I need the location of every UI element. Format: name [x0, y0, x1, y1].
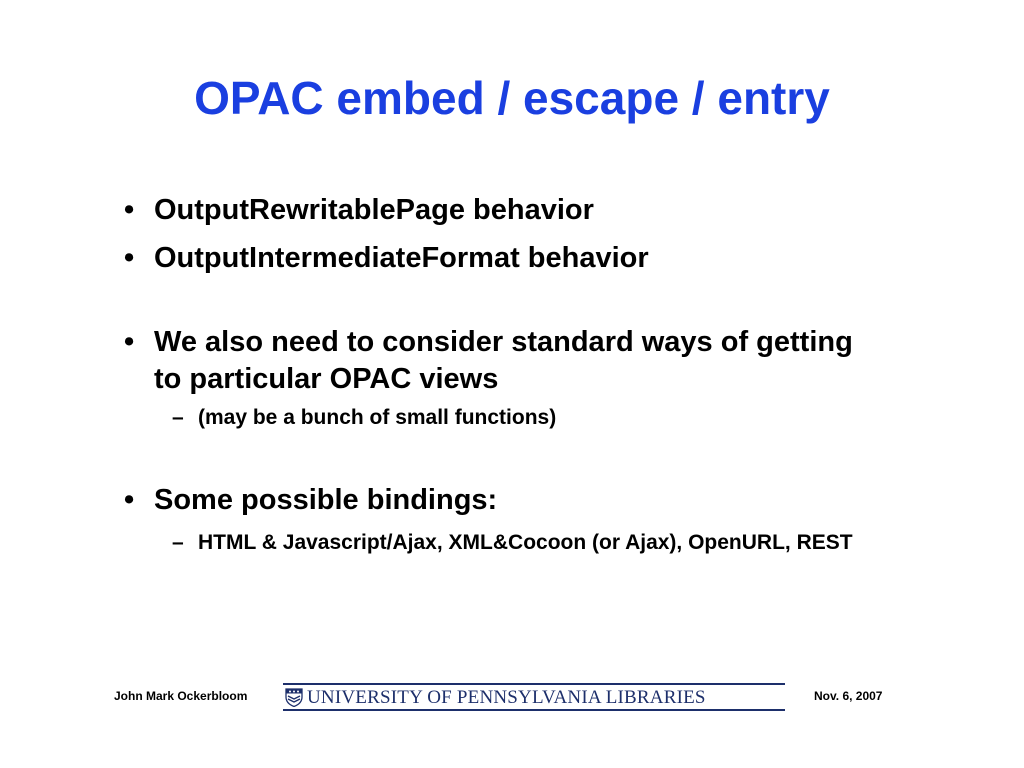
- bullet-text: OutputRewritablePage behavior: [154, 194, 594, 226]
- bullet-marker: •: [124, 484, 135, 516]
- footer-author: John Mark Ockerbloom: [114, 689, 248, 703]
- bullet-text: OutputIntermediateFormat behavior: [154, 242, 649, 274]
- sub-bullet-text: HTML & Javascript/Ajax, XML&Cocoon (or Ajax), OpenURL, REST: [198, 531, 853, 554]
- sub-bullet-marker: –: [172, 406, 184, 429]
- bullet-marker: •: [124, 194, 135, 226]
- logo-text: UNIVERSITY OF PENNSYLVANIA LIBRARIES: [307, 687, 706, 708]
- sub-bullet-marker: –: [172, 531, 184, 554]
- bullet-marker: •: [124, 326, 135, 358]
- bullet-text: Some possible bindings:: [154, 484, 498, 516]
- footer-date: Nov. 6, 2007: [814, 689, 883, 703]
- slide-title: OPAC embed / escape / entry: [194, 72, 830, 124]
- logo-rule-top: [283, 683, 785, 685]
- sub-bullet-item: [122, 404, 882, 431]
- sub-bullet-item: [122, 529, 882, 556]
- sub-bullet-text: (may be a bunch of small functions): [198, 406, 557, 429]
- bullet-item: [122, 482, 882, 519]
- bullet-list: [122, 192, 882, 556]
- penn-libraries-logo: [283, 683, 785, 711]
- penn-shield-icon: [285, 688, 303, 707]
- bullet-text: We also need to consider standard ways of getting to particular OPAC views: [154, 326, 853, 395]
- bullet-item: [122, 240, 882, 277]
- bullet-item: [122, 192, 882, 229]
- bullet-marker: •: [124, 242, 135, 274]
- logo-rule-bottom: [283, 709, 785, 711]
- bullet-item: [122, 324, 882, 398]
